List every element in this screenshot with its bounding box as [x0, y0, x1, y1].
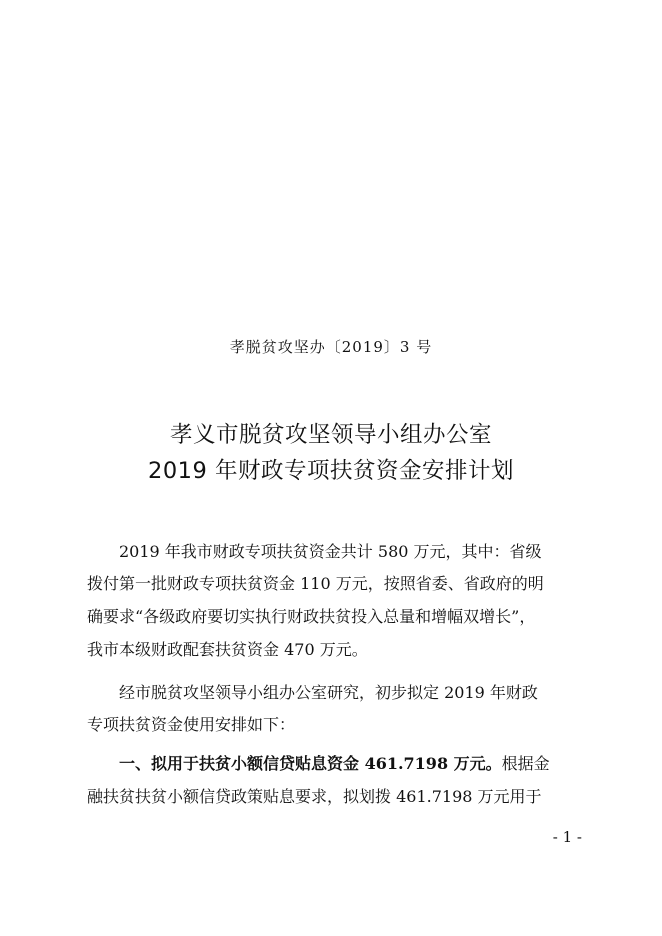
title-line-2: 2019 年财政专项扶贫资金安排计划: [148, 458, 514, 484]
paragraph-3-line-1-rest: 根据金: [501, 754, 550, 773]
paragraph-2-line-1: 经市脱贫攻坚领导小组办公室研究，初步拟定 2019 年财政: [119, 683, 538, 702]
paragraph-1-line-4: 我市本级财政配套扶贫资金 470 万元。: [87, 640, 368, 659]
paragraph-1-line-2: 拨付第一批财政专项扶贫资金 110 万元，按照省委、省政府的明: [87, 574, 544, 593]
paragraph-1-line-1: 2019 年我市财政专项扶贫资金共计 580 万元，其中：省级: [119, 542, 542, 561]
paragraph-2-line-2: 专项扶贫资金使用安排如下：: [87, 715, 296, 734]
title-line-1: 孝义市脱贫攻坚领导小组办公室: [169, 422, 492, 448]
section-heading-1: 一、拟用于扶贫小额信贷贴息资金 461.7198 万元。: [119, 754, 502, 773]
paragraph-1-line-3: 确要求“各级政府要切实执行财政扶贫投入总量和增幅双增长”，: [87, 607, 536, 626]
document-number: 孝脱贫攻坚办〔2019〕3 号: [229, 338, 433, 356]
paragraph-3-line-1: [87, 752, 577, 776]
page-number: - 1 -: [552, 828, 582, 846]
paragraph-3-line-2: 融扶贫扶贫小额信贷政策贴息要求，拟划拨 461.7198 万元用于: [87, 787, 542, 806]
